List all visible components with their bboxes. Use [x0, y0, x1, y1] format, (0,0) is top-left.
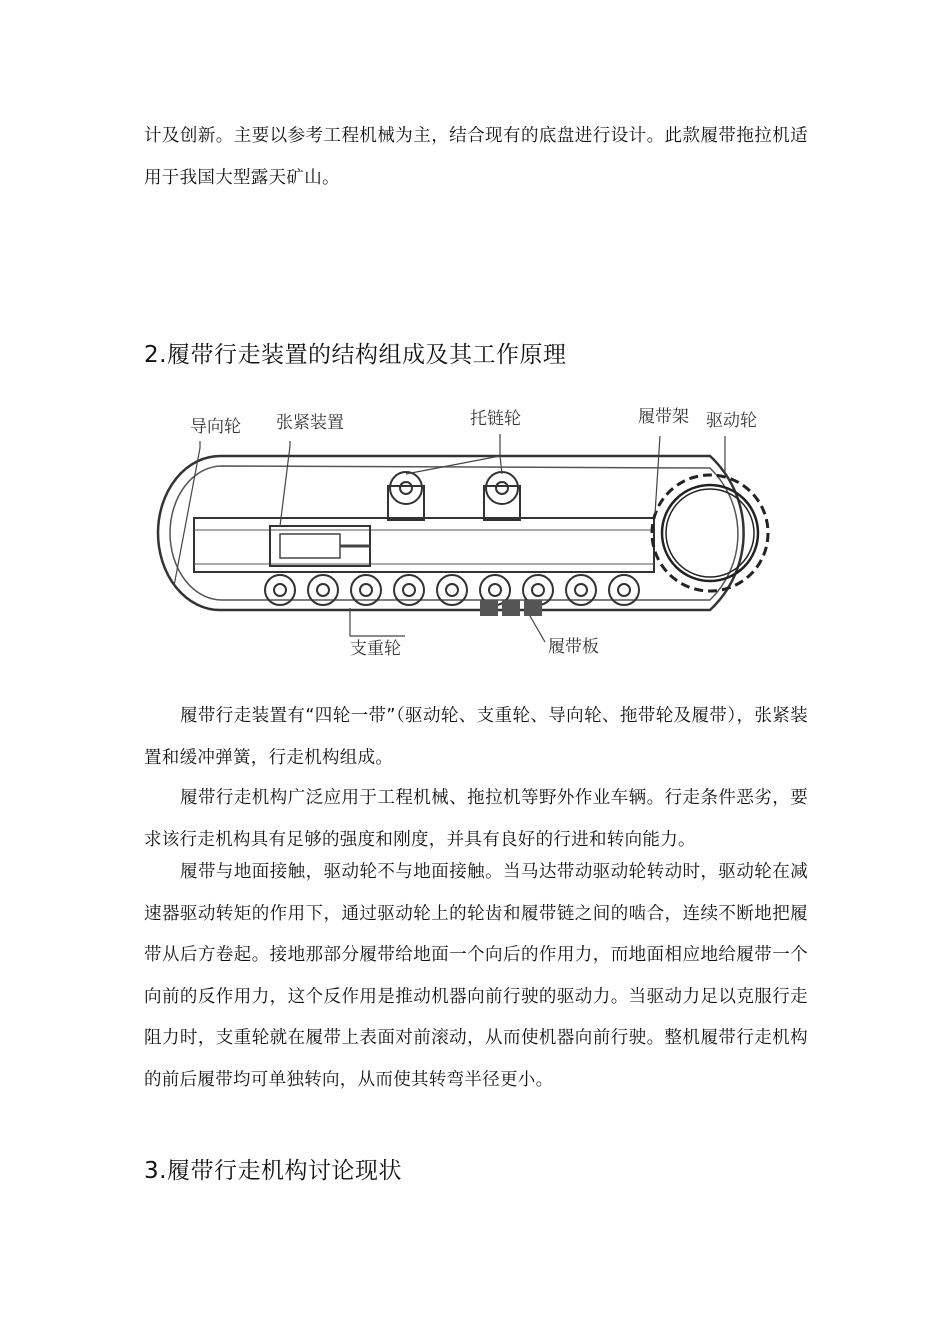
paragraph-working-principle: 履带与地面接触，驱动轮不与地面接触。当马达带动驱动轮转动时，驱动轮在减速器驱动转矩的作用下，通过驱动轮上的轮齿和履带链之间的啮合，连续不断地把履带从后方卷起。接地那部分履带给地面一个向后的作用力，而地面相应地给履带一个向前的反作用力，这个反作用是推动机器向前行驶的驱动力。当驱动力足以克服行走阻力时，支重轮就在履带上表面对前滚动，从而使机器向前行驶。整机履带行走机构的前后履带均可单独转向，从而使其转弯半径更小。	[144, 862, 808, 1090]
track-assembly-diagram	[150, 396, 780, 668]
paragraph-four-wheels: 履带行走装置有“四轮一带”（驱动轮、支重轮、导向轮、拖带轮及履带），张紧装置和缓冲弹簧，行走机构组成。	[144, 706, 808, 768]
label-tensioner: 张紧装置	[276, 413, 344, 433]
section-heading-3: 3.履带行走机构讨论现状	[144, 1158, 402, 1184]
track-outline	[158, 456, 744, 610]
paragraph-applications: 履带行走机构广泛应用于工程机械、拖拉机等野外作业车辆。行走条件恶劣，要求该行走机构具有足够的强度和刚度，并具有良好的行进和转向能力。	[144, 788, 808, 850]
carrier-roller-1	[388, 472, 424, 520]
label-carrier-roller: 托链轮	[470, 409, 521, 429]
carrier-roller-2	[484, 472, 520, 520]
intro-paragraph: 计及创新。主要以参考工程机械为主，结合现有的底盘进行设计。此款履带拖拉机适用于我国大型露天矿山。	[144, 126, 808, 188]
section-heading-2: 2.履带行走装置的结构组成及其工作原理	[144, 342, 567, 368]
label-drive-wheel: 驱动轮	[706, 411, 757, 431]
track-inner-outline	[170, 466, 738, 600]
label-guide-wheel: 导向轮	[190, 417, 241, 437]
drive-sprocket	[652, 475, 768, 591]
track-shoe-detail	[480, 600, 542, 616]
label-track-shoe: 履带板	[548, 637, 599, 657]
track-assembly-svg	[150, 396, 780, 668]
label-track-frame: 履带架	[638, 407, 689, 427]
label-track-roller: 支重轮	[350, 639, 401, 659]
